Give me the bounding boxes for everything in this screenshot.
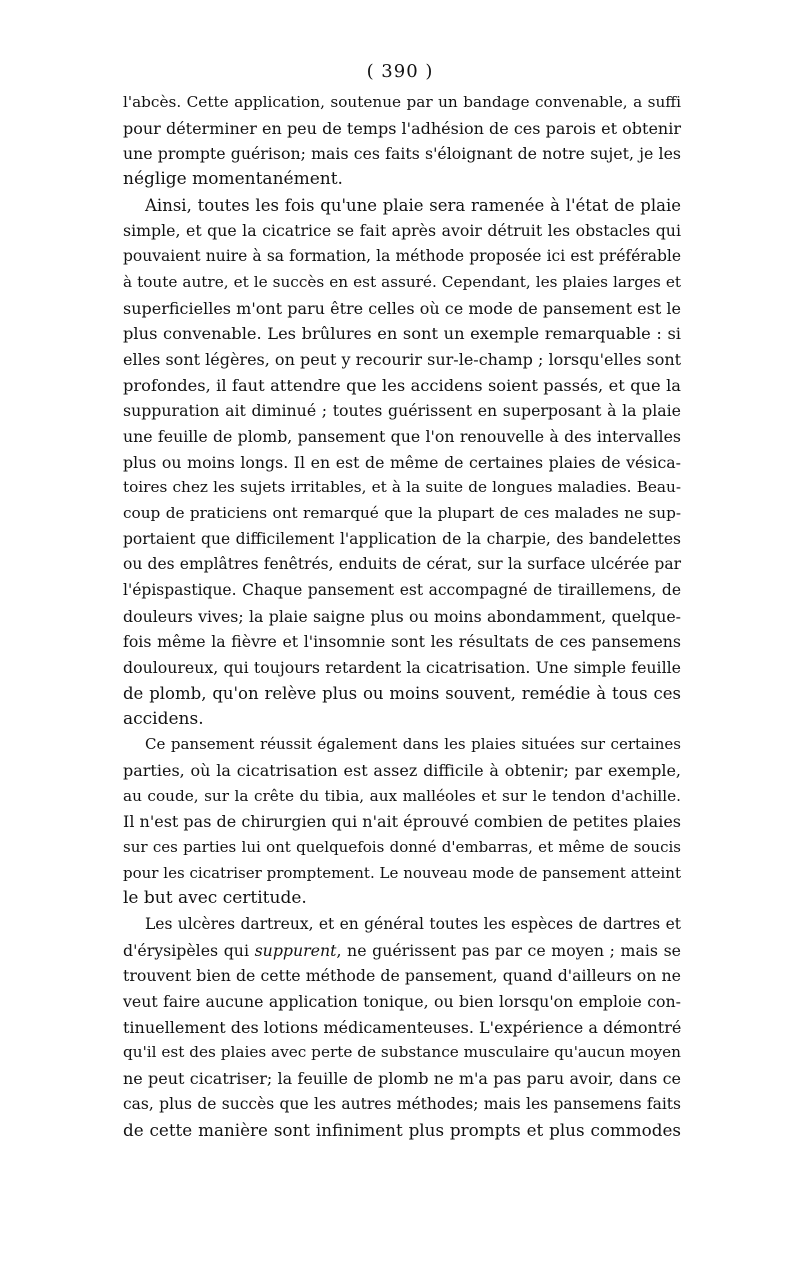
text-line: Ce pansement réussit également dans les plaies situées sur certaines	[145, 735, 681, 754]
text-line: pouvaient nuire à sa formation, la méthode proposée ici est préférable	[123, 247, 681, 266]
text-line: à toute autre, et le succès en est assuré. Cependant, les plaies larges et	[123, 272, 681, 291]
text-fragment: , ne guérissent pas par ce moyen ; mais se	[336, 940, 681, 960]
text-line: portaient que difficilement l'application de la charpie, des bandelettes	[123, 529, 681, 548]
text-line: accidens.	[123, 708, 204, 729]
text-line: douleurs vives; la plaie saigne plus ou moins abondamment, quelque-	[123, 606, 681, 626]
text-line: coup de praticiens ont remarqué que la plupart de ces malades ne sup-	[123, 504, 681, 522]
text-line: ou des emplâtres fenêtrés, enduits de cérat, sur la surface ulcérée par	[123, 555, 681, 574]
text-line: l'épispastique. Chaque pansement est accompagné de tiraillemens, de	[123, 581, 681, 600]
text-line: Les ulcères dartreux, et en général toutes les espèces de dartres et	[145, 915, 681, 933]
text-line: suppuration ait diminué ; toutes guérissent en superposant à la plaie	[123, 401, 681, 421]
text-line: une prompte guérison; mais ces faits s'éloignant de notre sujet, je les	[123, 144, 681, 164]
text-line: toires chez les sujets irritables, et à la suite de longues maladies. Beau-	[123, 478, 681, 497]
text-line: simple, et que la cicatrice se fait après avoir détruit les obstacles qui	[123, 221, 681, 241]
body-text	[123, 90, 681, 1143]
text-line: sur ces parties lui ont quelquefois donné d'embarras, et même de soucis	[123, 837, 681, 856]
text-fragment: d'érysipèles qui	[123, 940, 249, 960]
text-line: pour déterminer en peu de temps l'adhésion de ces parois et obtenir	[123, 118, 681, 138]
text-line: Il n'est pas de chirurgien qui n'ait éprouvé combien de petites plaies	[123, 812, 681, 832]
page-number: ( 390 )	[366, 61, 434, 82]
text-line: tinuellement des lotions médicamenteuses. L'expérience a démontré	[123, 1017, 682, 1037]
text-line: une feuille de plomb, pansement que l'on renouvelle à des intervalles	[123, 426, 681, 446]
text-line: Ainsi, toutes les fois qu'une plaie sera ramenée à l'état de plaie	[145, 195, 681, 215]
italic-word: suppurent	[254, 940, 337, 960]
text-line: elles sont légères, on peut y recourir sur-le-champ ; lorsqu'elles sont	[123, 349, 682, 369]
text-line: au coude, sur la crête du tibia, aux malléoles et sur le tendon d'achille.	[123, 786, 681, 805]
text-line: plus ou moins longs. Il en est de même de certaines plaies de vésica-	[123, 452, 681, 472]
text-line: néglige momentanément.	[123, 169, 343, 190]
text-line: de cette manière sont infiniment plus prompts et plus commodes	[123, 1119, 681, 1140]
text-line: trouvent bien de cette méthode de pansement, quand d'ailleurs on ne	[123, 966, 681, 986]
text-line-with-italic	[123, 938, 681, 964]
text-line: douloureux, qui toujours retardent la cicatrisation. Une simple feuille	[123, 658, 681, 678]
text-line: qu'il est des plaies avec perte de substance musculaire qu'aucun moyen	[123, 1043, 681, 1062]
text-line: le but avec certitude.	[123, 888, 307, 909]
text-line: cas, plus de succès que les autres méthodes; mais les pansemens faits	[123, 1094, 681, 1113]
text-line: de plomb, qu'on relève plus ou moins souvent, remédie à tous ces	[123, 683, 681, 703]
text-line: pour les cicatriser promptement. Le nouveau mode de pansement atteint	[123, 863, 681, 882]
text-line: superficielles m'ont paru être celles où ce mode de pansement est le	[123, 298, 681, 318]
text-line: fois même la fièvre et l'insomnie sont les résultats de ces pansemens	[123, 632, 681, 652]
text-line: l'abcès. Cette application, soutenue par un bandage convenable, a suffi	[123, 93, 681, 111]
text-line: parties, où la cicatrisation est assez difficile à obtenir; par exemple,	[123, 760, 681, 780]
text-line: veut faire aucune application tonique, ou bien lorsqu'on emploie con-	[123, 992, 681, 1012]
text-line: plus convenable. Les brûlures en sont un exemple remarquable : si	[123, 324, 681, 344]
text-line: profondes, il faut attendre que les accidens soient passés, et que la	[123, 375, 681, 395]
text-line: ne peut cicatriser; la feuille de plomb ne m'a pas paru avoir, dans ce	[123, 1069, 681, 1089]
